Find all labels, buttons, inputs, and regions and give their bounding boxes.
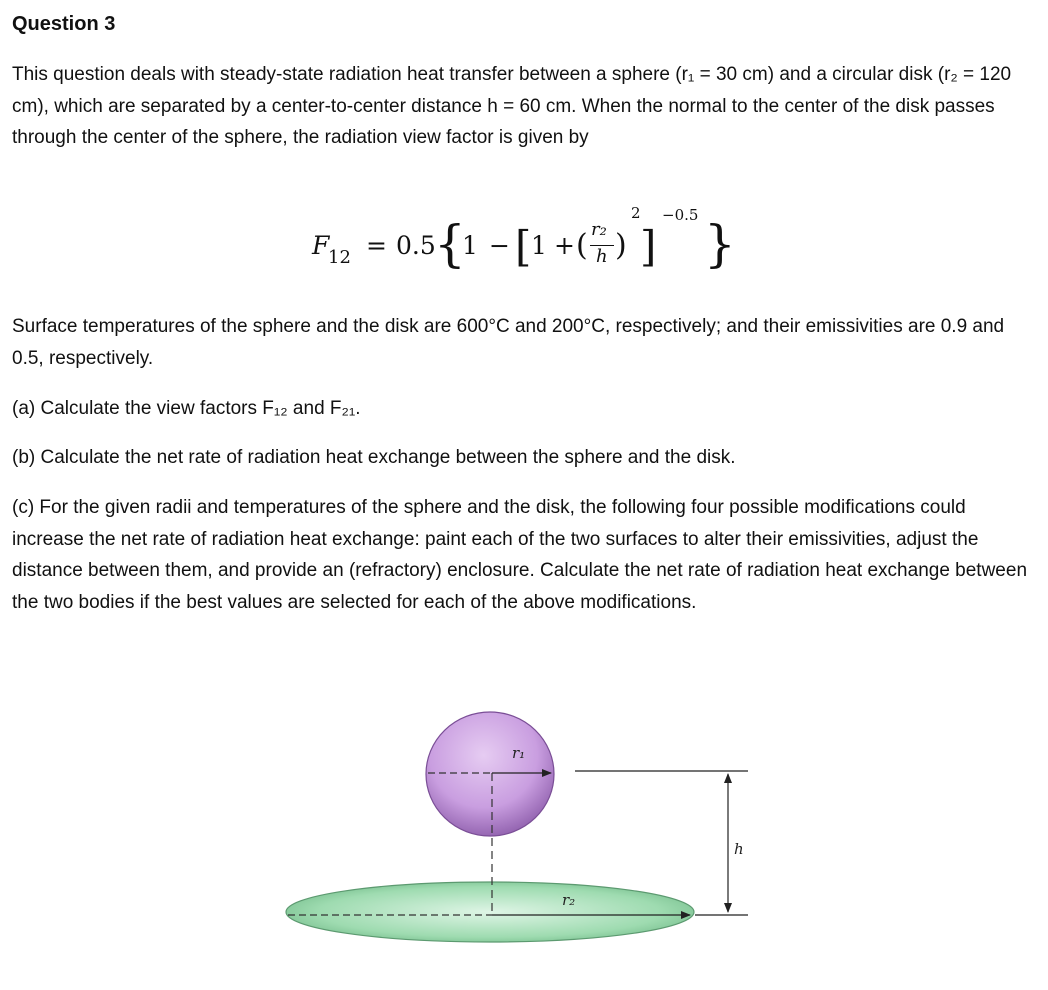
eq-lhs: F — [312, 231, 330, 260]
label-h: h — [734, 840, 744, 858]
eq-right-brace: } — [704, 215, 736, 273]
label-r2: r₂ — [562, 891, 576, 909]
eq-lhs-subscript: 12 — [328, 247, 351, 268]
eq-left-brace: { — [434, 215, 466, 273]
surface-paragraph: Surface temperatures of the sphere and the disk are 600°C and 200°C, respectively; and their emissivities are 0.9 and 0.5, respectively. — [12, 316, 1005, 369]
part-b: (b) Calculate the net rate of radiation heat exchange between the sphere and the disk. — [12, 447, 736, 468]
sphere-shape — [426, 712, 554, 836]
eq-left-paren: ( — [576, 228, 588, 263]
eq-equals: = — [366, 231, 387, 260]
eq-minus: − — [489, 231, 510, 260]
eq-right-bracket: ] — [640, 222, 657, 271]
eq-denominator: h — [596, 246, 608, 267]
label-r1: r₁ — [512, 744, 526, 762]
eq-exponent-inner: 2 — [631, 204, 641, 222]
part-c: (c) For the given radii and temperatures of the sphere and the disk, the following four possible modifications could increase the net rate of radiation heat exchange: paint each of the two surfaces to alter their emissivities, adjust the distance between them, and provide an (refractory) enclosure. Calculate the net rate of radiation heat exchange between the two bodies if the best values are selected for each of the above modifications. — [12, 497, 1028, 613]
eq-exponent-outer: −0.5 — [662, 206, 699, 224]
question-heading: Question 3 — [12, 13, 116, 35]
eq-numerator: r₂ — [591, 219, 607, 240]
intro-paragraph: This question deals with steady-state radiation heat transfer between a sphere (r₁ = 30 cm) and a circular disk (r₂ = 120 cm), which are separated by a center-to-center distance h = 60 cm. When the normal to the center of the disk passes through the center of the sphere, the radiation view factor is given by — [12, 64, 1012, 148]
eq-plus: + — [554, 231, 575, 260]
view-factor-equation — [312, 201, 742, 301]
eq-left-bracket: [ — [515, 222, 532, 271]
sphere-disk-diagram — [280, 690, 760, 945]
part-a: (a) Calculate the view factors F₁₂ and F₂₁. — [12, 398, 361, 419]
eq-one-inner: 1 — [462, 231, 478, 260]
disk-shape — [286, 882, 694, 942]
eq-coefficient: 0.5 — [396, 231, 436, 260]
eq-one-bracket: 1 — [531, 231, 547, 260]
eq-right-paren: ) — [615, 228, 627, 263]
